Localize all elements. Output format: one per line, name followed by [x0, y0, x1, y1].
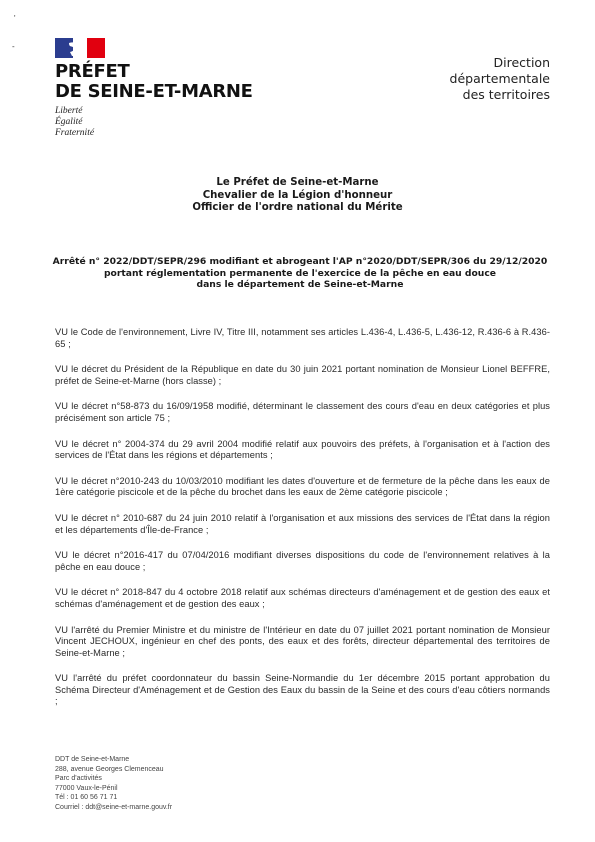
direction-line: départementale [449, 71, 550, 86]
issuing-service [360, 55, 550, 103]
arrete-line: portant réglementation permanente de l'exercice de la pêche en eau douce [103, 267, 497, 279]
marianne-flag-icon [55, 38, 105, 58]
visa-paragraph: VU le décret n° 2010-687 du 24 juin 2010 relatif à l'organisation et aux missions des services de l'État dans la région et les départements d'Île-de-France ; [55, 512, 550, 535]
visa-paragraph: VU le décret du Président de la République en date du 30 juin 2021 portant nomination de Monsieur Lionel BEFFRE, préfet de Seine-et-Marne (hors classe) ; [55, 364, 550, 386]
visa-paragraph: VU le décret n°2010-243 du 10/03/2010 modifiant les dates d'ouverture et de fermeture de la pêche dans les eaux de 1ère catégorie piscicole et de la pêche du brochet dans les eaux de 2ème catégorie piscicole ; [55, 475, 550, 498]
prefet-title-line2: DE SEINE-ET-MARNE [55, 81, 253, 102]
footer-line: DDT de Seine-et-Marne [55, 756, 130, 763]
republic-motto [55, 106, 255, 139]
scan-mark: ' [14, 14, 16, 23]
prefect-line: Officier de l'ordre national du Mérite [192, 202, 403, 213]
prefect-line: Chevalier de la Légion d'honneur [202, 189, 393, 201]
footer-line: 77000 Vaux-le-Pénil [55, 784, 118, 792]
arrete-title [40, 256, 560, 291]
prefet-title-line1: PRÉFET [55, 61, 130, 82]
motto-egalite: Égalité [55, 117, 83, 127]
prefet-logo [55, 38, 255, 139]
address-footer [55, 755, 275, 813]
footer-line: Courriel : ddt@seine-et-marne.gouv.fr [55, 803, 173, 811]
visa-paragraph: VU le décret n° 2018-847 du 4 octobre 2018 relatif aux schémas directeurs d'aménagement et de gestion des eaux et schémas d'aménagement et de gestion des eaux ; [55, 587, 550, 609]
prefect-titles [0, 177, 595, 215]
motto-fraternite: Fraternité [55, 128, 95, 138]
visa-paragraph: VU le décret n° 2004-374 du 29 avril 2004 modifié relatif aux pouvoirs des préfets, à l'organisation et à l'action des services de l'État dans les régions et départements ; [55, 438, 550, 461]
footer-line: 288, avenue Georges Clemenceau [55, 765, 164, 773]
visa-paragraph: VU l'arrêté du Premier Ministre et du ministre de l'Intérieur en date du 07 juillet 2021 portant nomination de Monsieur Vincent JECHOUX, ingénieur en chef des ponts, des eaux et des forêts, directeur départemental des territoires de Seine-et-Marne ; [55, 624, 550, 658]
visa-paragraph: VU le décret n°58-873 du 16/09/1958 modifié, déterminant le classement des cours d'eau en deux catégories et plus précisément son article 75 ; [55, 401, 550, 423]
footer-line: Tél : 01 60 56 71 71 [55, 794, 118, 802]
visa-paragraph: VU le décret n°2016-417 du 07/04/2016 modifiant diverses dispositions du code de l'environnement relatives à la pêche en eau douce ; [55, 550, 550, 572]
arrete-line: Arrêté n° 2022/DDT/SEPR/296 modifiant et abrogeant l'AP n°2020/DDT/SEPR/306 du 29/12/2020 [52, 256, 548, 267]
visa-paragraph: VU le Code de l'environnement, Livre IV, Titre III, notamment ses articles L.436-4, L.436-5, L.436-12, R.436-6 à R.436-65 ; [55, 327, 550, 349]
arrete-line: dans le département de Seine-et-Marne [196, 279, 404, 290]
scan-mark: - [12, 42, 15, 51]
direction-line: Direction [493, 55, 550, 70]
prefet-title [55, 62, 255, 102]
visa-paragraph: VU l'arrêté du préfet coordonnateur du bassin Seine-Normandie du 1er décembre 2015 portant approbation du Schéma Directeur d'Aménagement et de Gestion des Eaux du bassin de la Seine et des cours d'eau côtiers normands ; [55, 673, 550, 707]
footer-line: Parc d'activités [55, 775, 102, 783]
prefect-line: Le Préfet de Seine-et-Marne [216, 177, 379, 188]
direction-line: des territoires [462, 87, 550, 102]
visas-list [55, 327, 550, 722]
motto-liberte: Liberté [55, 106, 83, 116]
